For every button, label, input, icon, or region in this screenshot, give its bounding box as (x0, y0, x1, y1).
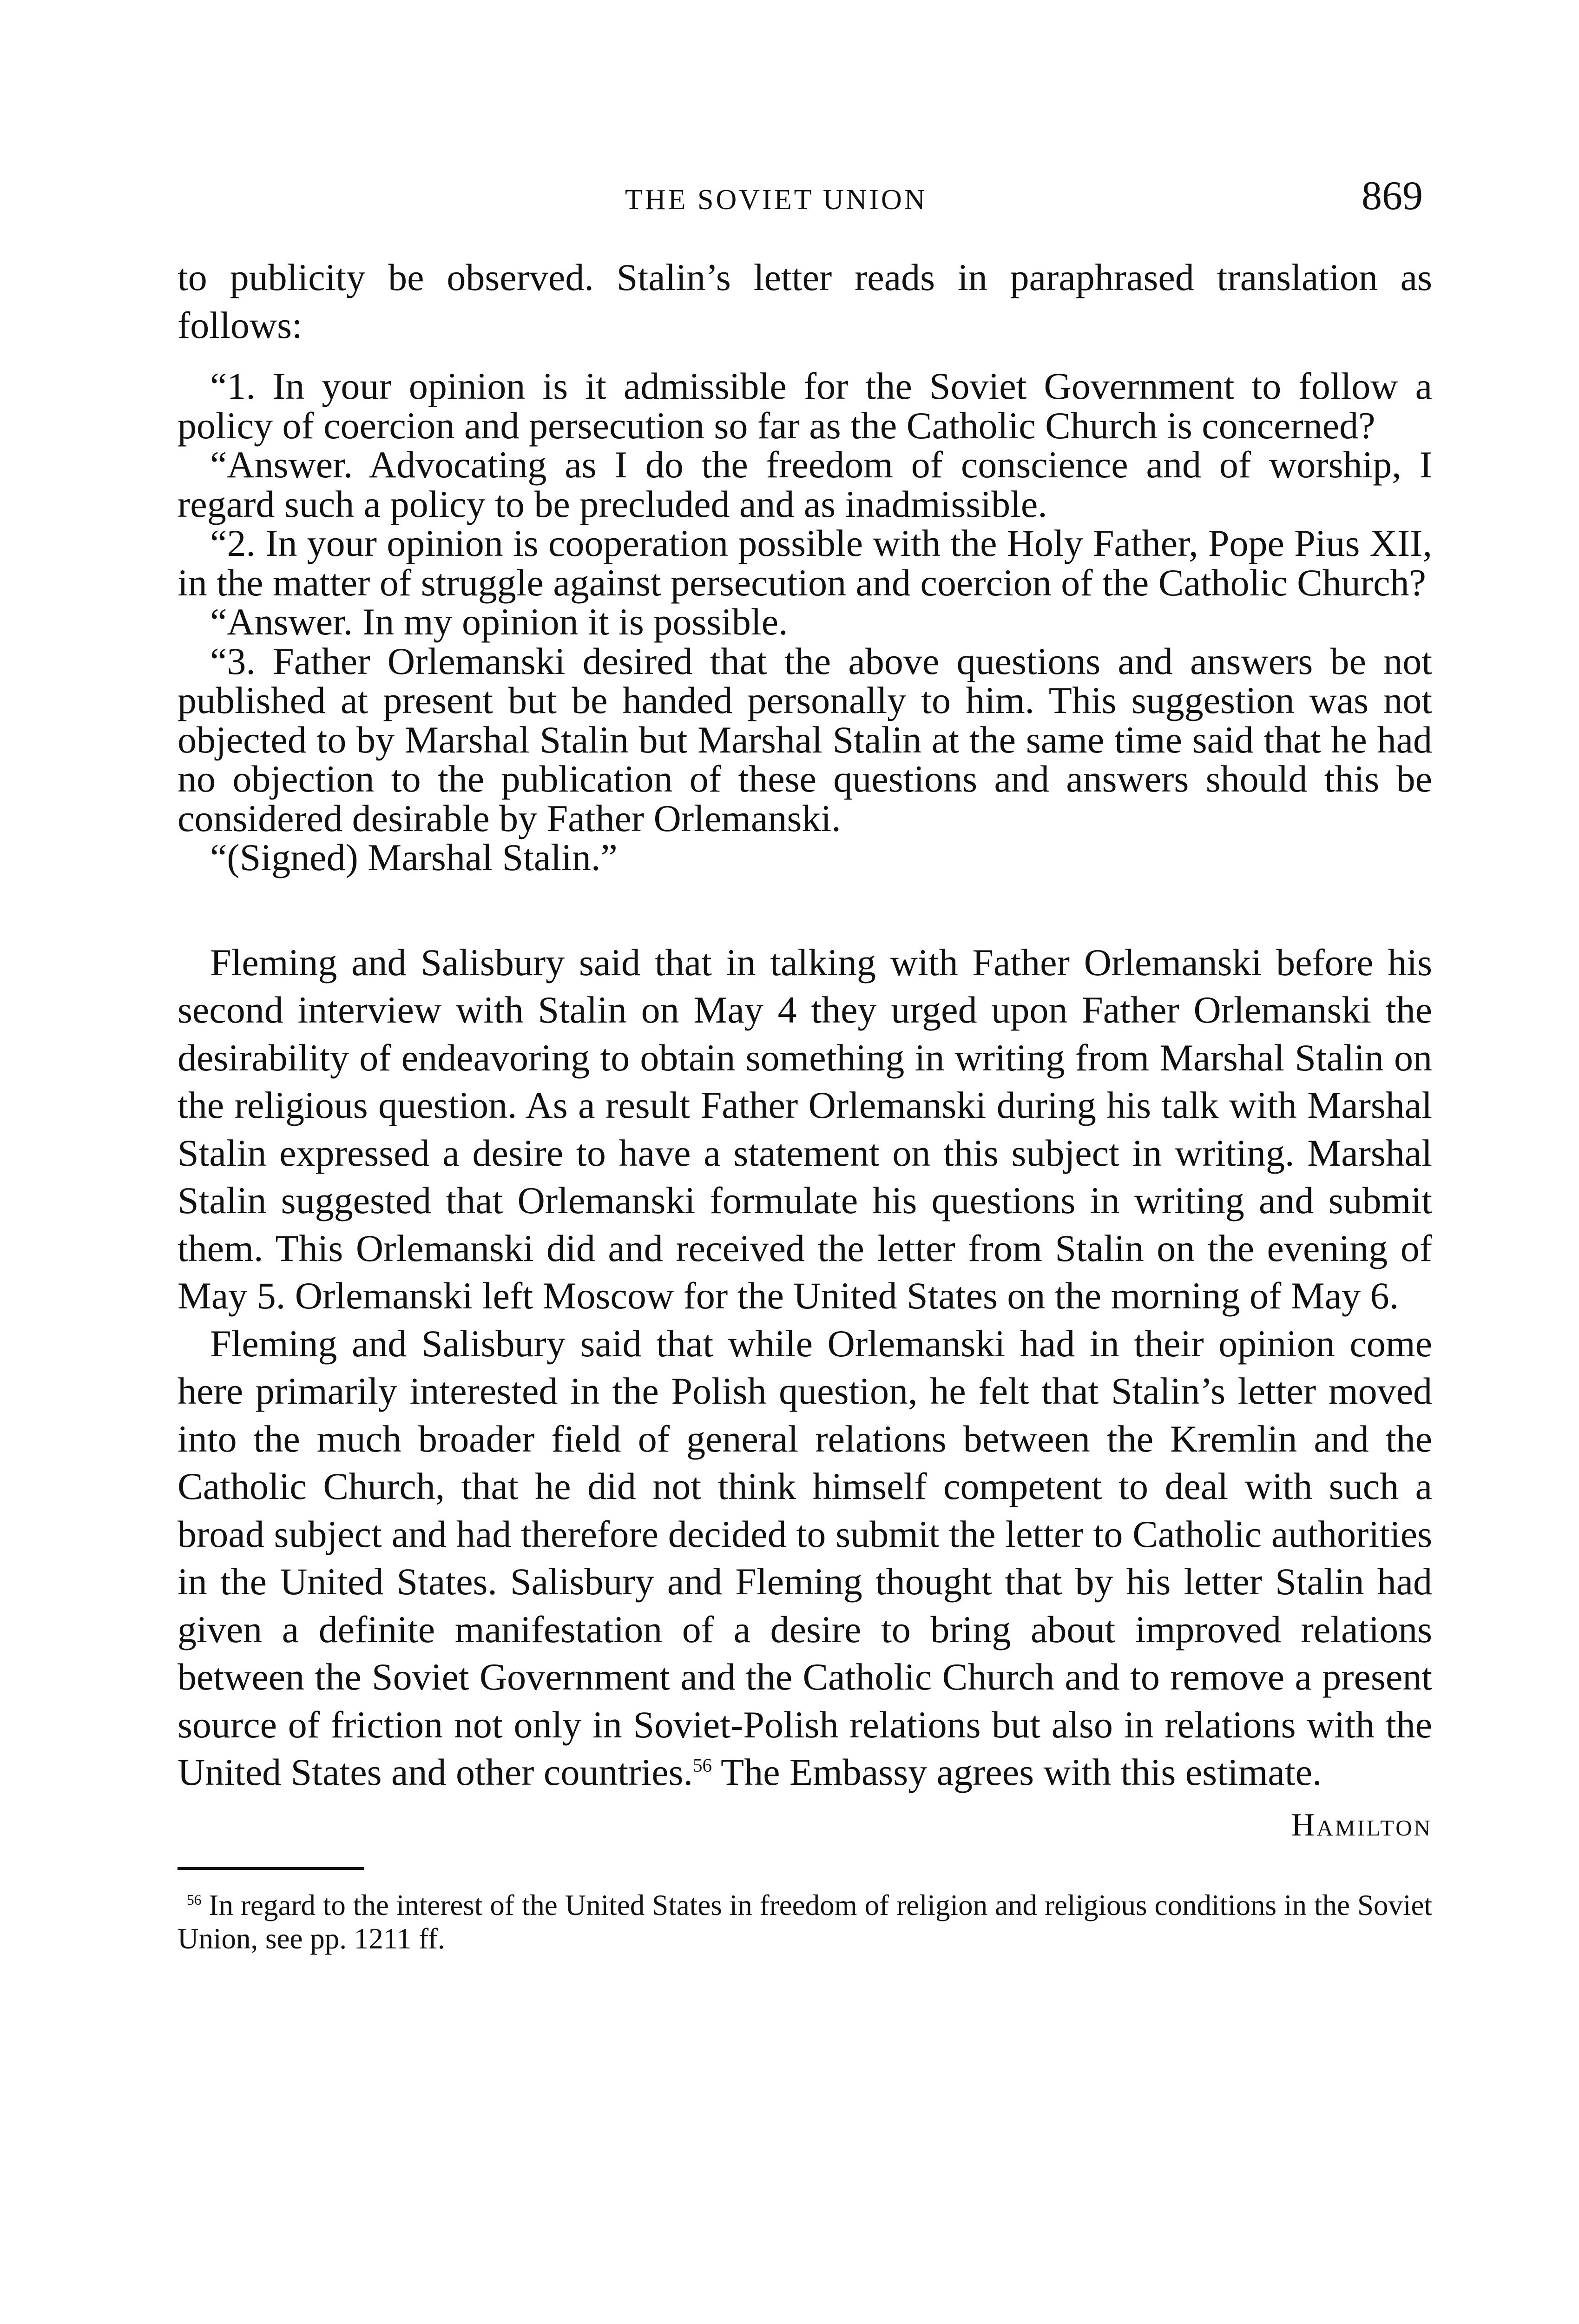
letter-question-2: “2. In your opinion is cooperation possible with the Holy Father, Pope Pius XII, in the matter of struggle against persecution and coercion of the Catholic Church? (178, 522, 1432, 604)
paragraph-2-tail: The Embassy agrees with this estimate. (712, 1751, 1322, 1793)
running-title: THE SOVIET UNION (625, 184, 928, 216)
footnote-marker: 56 (187, 1891, 202, 1908)
letter-item-3: “3. Father Orlemanski desired that the above questions and answers be not published at present but be handed personally to him. This suggestion was not objected to by Marshal Stalin but Marshal Stalin at the same time said that he had no objection to the publication of these questions and answers should this be considered desirable by Father Orlemanski. (178, 640, 1432, 839)
signature: Hamilton (1291, 1807, 1432, 1843)
intro-text: to publicity be observed. Stalin’s letter reads in paraphrased translation as follows: (178, 256, 1432, 346)
paragraph-1: Fleming and Salisbury said that in talking with Father Orlemanski before his second interview with Stalin on May 4 they urged upon Father Orlemanski the desirability of endeavoring to obtain something in writing from Marshal Stalin on the religious question. As a result Father Orlemanski during his talk with Marshal Stalin expressed a desire to have a statement on this subject in writing. Marshal Stalin suggested that Orlemanski formulate his questions in writing and submit them. This Orlemanski did and received the letter from Stalin on the evening of May 5. Orlemanski left Moscow for the United States on the morning of May 6. (178, 941, 1432, 1317)
paragraph-2-text: Fleming and Salisbury said that while Orlemanski had in their opinion come here primarily interested in the Polish question, he felt that Stalin’s letter moved into the much broader field of general relations between the Kremlin and the Catholic Church, that he did not think himself competent to deal with such a broad subject and had therefore decided to submit the letter to Catholic authorities in the United States. Salisbury and Fleming thought that by his letter Stalin had given a definite manifestation of a desire to bring about improved relations between the Soviet Government and the Catholic Church and to remove a present source of friction not only in Soviet-Polish relations but also in relations with the United States and other countries. (178, 1322, 1432, 1793)
letter-question-1: “1. In your opinion is it admissible for the Soviet Government to follow a policy of coercion and persecution so far as the Catholic Church is concerned? (178, 365, 1432, 447)
page-body (178, 253, 1432, 1955)
page-number: 869 (1362, 173, 1423, 218)
page-header (0, 173, 1579, 229)
footnote-text: In regard to the interest of the United States in freedom of religion and religious conditions in the Soviet Union, see pp. 1211 ff. (178, 1888, 1433, 1955)
paragraph-2 (178, 1320, 1432, 1796)
letter-signature: “(Signed) Marshal Stalin.” (210, 836, 618, 878)
letter-answer-1: “Answer. Advocating as I do the freedom of conscience and of worship, I regard such a policy to be precluded and as inadmissible. (178, 443, 1432, 525)
footnote (178, 1888, 1432, 1955)
footnote-divider (178, 1867, 364, 1870)
footnote-reference: 56 (693, 1754, 712, 1776)
letter-answer-2: “Answer. In my opinion it is possible. (210, 601, 788, 643)
stalin-letter (178, 367, 1432, 878)
